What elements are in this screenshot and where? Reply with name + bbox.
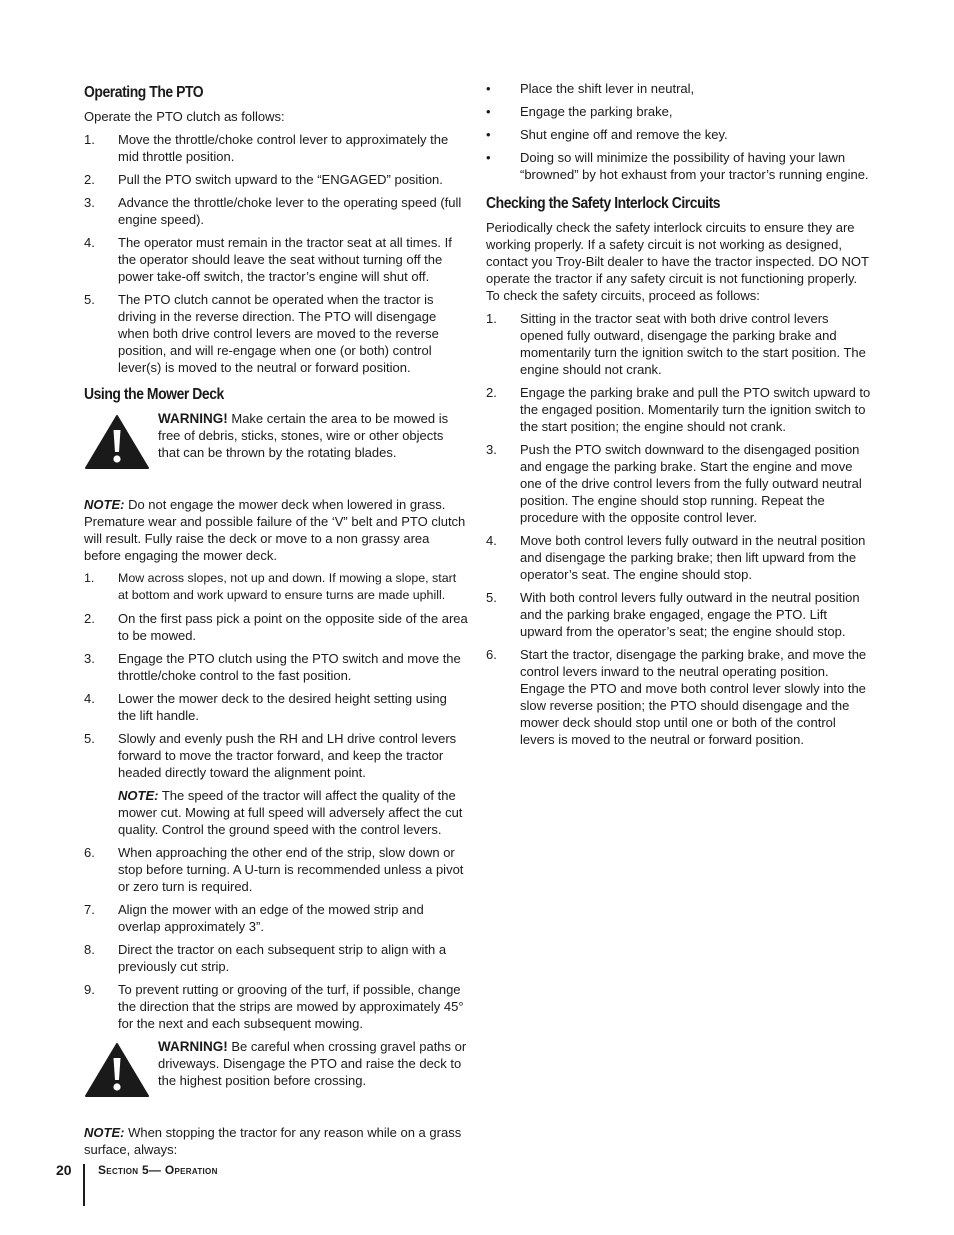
heading-safety-interlock: Checking the Safety Interlock Circuits (486, 195, 721, 212)
interlock-step: 3. Push the PTO switch downward to the disengaged position and engage the parking brake. Start the engine and move one of the drive control levers from the fully outward neutral position. The engine should stop running. Repeat the procedure with the opposite control lever. (486, 442, 862, 525)
warning-block (84, 1038, 468, 1108)
note-paragraph: NOTE: Do not engage the mower deck when lowered in grass. Premature wear and possible failure of the ‘V” belt and PTO clutch will result. Fully raise the deck or move to a non grassy area before engaging the mower deck. (84, 497, 466, 563)
warning-triangle-icon (84, 1042, 150, 1098)
section-label: Section 5— Operation (98, 1163, 218, 1177)
deck-step: 3. Engage the PTO clutch using the PTO switch and move the throttle/choke control to the fast position. (84, 651, 461, 683)
page-number: 20 (56, 1162, 72, 1178)
list-item: • Engage the parking brake, (486, 104, 673, 119)
note-paragraph: NOTE: The speed of the tractor will affect the quality of the mower cut. Mowing at full speed will adversely affect the cut quality. Control the ground speed with the control levers. (118, 788, 463, 837)
warning-text: WARNING! Be careful when crossing gravel paths or driveways. Disengage the PTO and raise the deck to the highest position before crossing. (158, 1039, 467, 1088)
heading-mower-deck: Using the Mower Deck (84, 386, 224, 403)
heading-operating-pto: Operating The PTO (84, 84, 204, 101)
interlock-step: 1. Sitting in the tractor seat with both drive control levers opened fully outward, disengage the parking brake and momentarily turn the ignition switch to the start position. The engine should not crank. (486, 311, 866, 377)
left-column (84, 78, 468, 1164)
warning-text: WARNING! Make certain the area to be mowed is free of debris, sticks, stones, wire or other objects that can be thrown by the rotating blades. (158, 411, 449, 460)
deck-step: 4. Lower the mower deck to the desired height setting using the lift handle. (84, 691, 447, 723)
deck-step: 9. To prevent rutting or grooving of the turf, if possible, change the direction that the strips are mowed by approximately 45° for the next and each subsequent mowing. (84, 982, 464, 1031)
pto-intro: Operate the PTO clutch as follows: (84, 109, 285, 124)
list-item: • Place the shift lever in neutral, (486, 81, 695, 96)
deck-step: 1. Mow across slopes, not up and down. If mowing a slope, start at bottom and work upward to ensure turns are made uphill. (84, 571, 457, 602)
note-paragraph: NOTE: When stopping the tractor for any reason while on a grass surface, always: (84, 1125, 462, 1157)
pto-step: 4. The operator must remain in the tractor seat at all times. If the operator should leave the seat without turning off the power take-off switch, the tractor’s engine will shut off. (84, 235, 452, 284)
pto-step: 1. Move the throttle/choke control lever to approximately the mid throttle position. (84, 132, 449, 164)
interlock-step: 5. With both control levers fully outward in the neutral position and the parking brake engaged, engage the PTO. Lift upward from the operator’s seat; the engine should stop. (486, 590, 860, 639)
list-item: • Doing so will minimize the possibility of having your lawn “browned” by hot exhaust from your tractor’s running engine. (486, 150, 869, 182)
right-column (486, 80, 872, 754)
warning-triangle-icon (84, 414, 150, 470)
pto-step: 5. The PTO clutch cannot be operated when the tractor is driving in the reverse direction. The PTO will disengage when both drive control levers are moved to the reverse position, and will re-engage when one (or both) control lever(s) is moved to the neutral or forward position. (84, 292, 439, 375)
footer-divider (83, 1164, 85, 1206)
interlock-intro: Periodically check the safety interlock circuits to ensure they are working properly. If a safety circuit is not working as designed, contact you Troy-Bilt dealer to have the tractor inspected. DO NOT operate the tractor if any safety circuit is not functioning properly. To check the safety circuits, proceed as follows: (486, 220, 869, 303)
interlock-step: 4. Move both control levers fully outward in the neutral position and disengage the parking brake; then lift upward from the operator’s seat. The engine should stop. (486, 533, 866, 582)
deck-step: 2. On the first pass pick a point on the opposite side of the area to be mowed. (84, 611, 468, 643)
deck-step: 7. Align the mower with an edge of the mowed strip and overlap approximately 3”. (84, 902, 424, 934)
interlock-step: 6. Start the tractor, disengage the parking brake, and move the control levers inward to the neutral operating position. Engage the PTO and move both control lever slowly into the slow reverse position; the PTO should disengage and the mower deck should stop until one or both of the control levers is moved to the neutral or forward position. (486, 647, 867, 747)
deck-step: 5. Slowly and evenly push the RH and LH drive control levers forward to move the tractor forward, and keep the tractor headed directly toward the alignment point. (84, 731, 457, 780)
deck-step: 8. Direct the tractor on each subsequent strip to align with a previously cut strip. (84, 942, 447, 974)
pto-step: 3. Advance the throttle/choke lever to the operating speed (full engine speed). (84, 195, 462, 227)
deck-step: 6. When approaching the other end of the strip, slow down or stop before turning. A U-turn is recommended unless a pivot or zero turn is required. (84, 845, 464, 894)
warning-block (84, 410, 468, 480)
list-item: • Shut engine off and remove the key. (486, 127, 728, 142)
interlock-step: 2. Engage the parking brake and pull the PTO switch upward to the engaged position. Momentarily turn the ignition switch to the start position; the engine should not crank. (486, 385, 871, 434)
pto-step: 2. Pull the PTO switch upward to the “ENGAGED” position. (84, 172, 443, 187)
